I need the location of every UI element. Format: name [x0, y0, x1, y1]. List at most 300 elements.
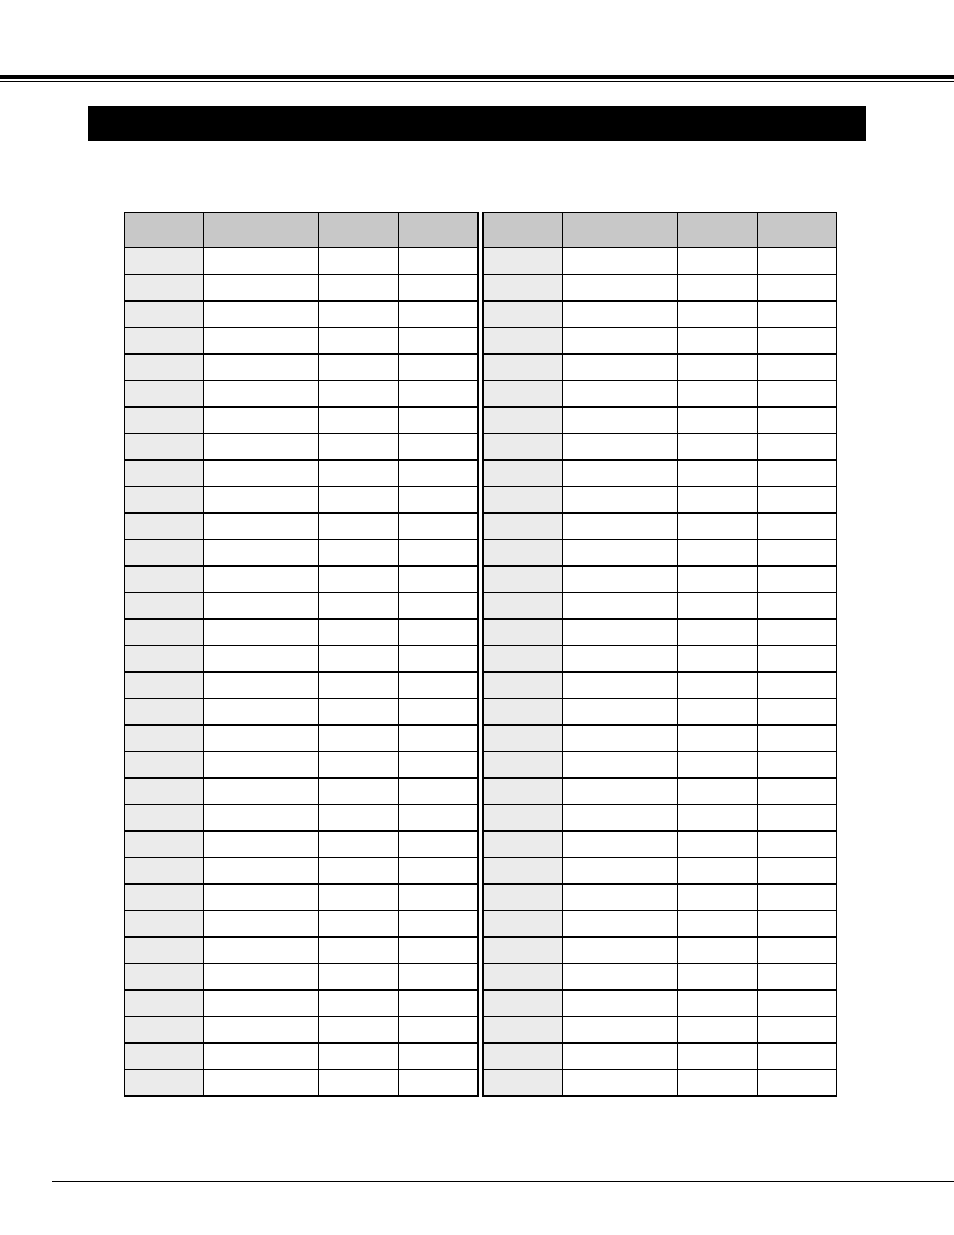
table-cell-name: [562, 460, 677, 487]
table-cell-name: [204, 566, 319, 593]
table-cell-val-b: [399, 910, 478, 937]
table-cell-val-a: [677, 751, 757, 778]
table-cell-name: [562, 1069, 677, 1096]
table-row: [125, 831, 478, 858]
table-cell-name: [562, 778, 677, 805]
table-cell-name: [204, 301, 319, 328]
table-cell-val-b: [757, 539, 836, 566]
table-cell-no: [483, 884, 562, 911]
table-cell-val-b: [399, 619, 478, 646]
table-row: [125, 804, 478, 831]
table-cell-val-a: [319, 778, 399, 805]
table-cell-val-a: [319, 831, 399, 858]
table-cell-no: [125, 380, 204, 407]
table-cell-no: [483, 539, 562, 566]
table-cell-name: [562, 513, 677, 540]
table-cell-no: [483, 857, 562, 884]
table-cell-no: [125, 592, 204, 619]
table-cell-val-a: [319, 301, 399, 328]
table-cell-val-b: [399, 884, 478, 911]
table-cell-val-a: [677, 248, 757, 275]
table-row: [483, 672, 836, 699]
table-cell-val-a: [677, 380, 757, 407]
table-cell-no: [483, 910, 562, 937]
header-rule-thin: [0, 81, 954, 82]
table-cell-val-b: [399, 725, 478, 752]
table-cell-name: [204, 1069, 319, 1096]
table-cell-no: [125, 327, 204, 354]
table-cell-val-a: [677, 433, 757, 460]
table-cell-val-b: [399, 1043, 478, 1070]
table-row: [483, 963, 836, 990]
column-header-val-b: [399, 213, 478, 248]
table-row: [483, 380, 836, 407]
table-cell-val-a: [319, 645, 399, 672]
table-cell-val-a: [677, 910, 757, 937]
table-cell-name: [562, 274, 677, 301]
table-row: [125, 274, 478, 301]
table-cell-val-a: [677, 963, 757, 990]
table-cell-val-a: [677, 327, 757, 354]
table-cell-val-b: [399, 513, 478, 540]
table-cell-name: [562, 566, 677, 593]
table-cell-val-b: [757, 804, 836, 831]
table-cell-val-a: [677, 937, 757, 964]
table-cell-name: [562, 698, 677, 725]
table-cell-val-a: [677, 645, 757, 672]
table-cell-val-b: [399, 751, 478, 778]
table-cell-val-a: [319, 884, 399, 911]
table-cell-val-b: [757, 672, 836, 699]
table-cell-val-a: [319, 1043, 399, 1070]
table-cell-no: [483, 301, 562, 328]
table-cell-val-b: [399, 778, 478, 805]
table-cell-val-a: [677, 672, 757, 699]
table-cell-val-b: [399, 354, 478, 381]
table-row: [483, 248, 836, 275]
table-cell-val-b: [399, 301, 478, 328]
table-cell-name: [562, 751, 677, 778]
table-cell-no: [125, 937, 204, 964]
table-cell-name: [204, 592, 319, 619]
table-cell-val-b: [399, 1016, 478, 1043]
table-cell-no: [483, 1069, 562, 1096]
table-cell-val-a: [319, 380, 399, 407]
table-cell-name: [562, 672, 677, 699]
table-cell-no: [125, 804, 204, 831]
table-cell-name: [562, 407, 677, 434]
table-cell-no: [125, 407, 204, 434]
table-cell-name: [562, 1016, 677, 1043]
table-cell-val-b: [757, 1069, 836, 1096]
table-cell-no: [125, 1016, 204, 1043]
table-cell-val-a: [319, 963, 399, 990]
table-cell-name: [204, 725, 319, 752]
table-cell-name: [562, 301, 677, 328]
table-cell-val-a: [677, 566, 757, 593]
table-cell-no: [483, 566, 562, 593]
memory-table-left: [124, 212, 479, 1097]
table-row: [125, 963, 478, 990]
table-cell-name: [204, 433, 319, 460]
table-row: [125, 1043, 478, 1070]
table-row: [483, 857, 836, 884]
table-cell-val-b: [757, 486, 836, 513]
table-cell-val-b: [399, 963, 478, 990]
table-cell-val-a: [677, 354, 757, 381]
table-row: [125, 937, 478, 964]
table-cell-no: [125, 857, 204, 884]
table-cell-no: [125, 645, 204, 672]
table-cell-name: [204, 990, 319, 1017]
table-cell-name: [204, 910, 319, 937]
table-row: [125, 460, 478, 487]
table-cell-val-a: [677, 778, 757, 805]
table-cell-name: [562, 725, 677, 752]
table-row: [125, 857, 478, 884]
table-cell-val-a: [677, 1043, 757, 1070]
table-cell-no: [483, 698, 562, 725]
table-cell-val-a: [677, 274, 757, 301]
table-cell-val-b: [399, 327, 478, 354]
table-cell-no: [483, 433, 562, 460]
table-cell-val-a: [319, 460, 399, 487]
table-row: [483, 301, 836, 328]
table-cell-val-b: [757, 566, 836, 593]
table-cell-val-b: [757, 248, 836, 275]
table-row: [125, 592, 478, 619]
table-cell-name: [204, 248, 319, 275]
table-row: [483, 433, 836, 460]
column-header-no: [483, 213, 562, 248]
table-cell-name: [562, 804, 677, 831]
table-cell-name: [204, 698, 319, 725]
table-cell-val-b: [757, 751, 836, 778]
table-row: [483, 1016, 836, 1043]
table-cell-val-a: [677, 460, 757, 487]
table-cell-val-b: [399, 380, 478, 407]
table-cell-val-b: [399, 645, 478, 672]
table-cell-val-b: [399, 274, 478, 301]
table-row: [483, 274, 836, 301]
section-title-bar: [88, 106, 866, 141]
table-cell-val-a: [677, 486, 757, 513]
table-cell-val-b: [399, 672, 478, 699]
table-cell-val-b: [757, 513, 836, 540]
table-cell-val-a: [319, 274, 399, 301]
column-header-val-a: [319, 213, 399, 248]
table-cell-no: [483, 460, 562, 487]
table-cell-no: [125, 566, 204, 593]
table-row: [483, 486, 836, 513]
table-cell-no: [483, 672, 562, 699]
table-cell-name: [562, 327, 677, 354]
table-row: [483, 804, 836, 831]
table-cell-no: [483, 274, 562, 301]
table-cell-val-b: [399, 407, 478, 434]
table-row: [483, 354, 836, 381]
header-rule-thick: [0, 75, 954, 79]
table-cell-no: [483, 645, 562, 672]
table-cell-val-b: [399, 486, 478, 513]
table-cell-name: [562, 1043, 677, 1070]
table-cell-no: [483, 778, 562, 805]
table-cell-name: [562, 857, 677, 884]
table-cell-no: [483, 725, 562, 752]
table-cell-name: [562, 486, 677, 513]
table-cell-val-b: [757, 619, 836, 646]
table-cell-name: [204, 1043, 319, 1070]
table-row: [125, 1069, 478, 1096]
table-cell-val-a: [677, 725, 757, 752]
table-row: [483, 327, 836, 354]
table-row: [483, 539, 836, 566]
table-cell-val-a: [319, 433, 399, 460]
table-cell-val-b: [757, 831, 836, 858]
table-cell-no: [125, 301, 204, 328]
table-row: [125, 327, 478, 354]
table-cell-val-b: [757, 354, 836, 381]
table-row: [483, 407, 836, 434]
table-cell-name: [204, 407, 319, 434]
table-cell-name: [204, 804, 319, 831]
table-cell-no: [125, 539, 204, 566]
table-cell-name: [204, 513, 319, 540]
table-cell-no: [483, 486, 562, 513]
table-cell-no: [125, 831, 204, 858]
table-cell-val-a: [319, 1069, 399, 1096]
table-cell-name: [562, 539, 677, 566]
table-cell-val-a: [319, 857, 399, 884]
table-row: [483, 751, 836, 778]
table-cell-val-b: [399, 433, 478, 460]
table-cell-name: [204, 619, 319, 646]
footer-rule: [52, 1181, 954, 1182]
table-row: [483, 513, 836, 540]
table-cell-val-b: [757, 698, 836, 725]
table-row: [483, 566, 836, 593]
table-cell-val-b: [757, 433, 836, 460]
table-row: [125, 486, 478, 513]
table-cell-val-b: [757, 778, 836, 805]
table-cell-val-b: [757, 990, 836, 1017]
table-cell-no: [483, 248, 562, 275]
table-cell-val-a: [677, 1069, 757, 1096]
column-header-name: [562, 213, 677, 248]
table-cell-no: [483, 327, 562, 354]
table-cell-name: [204, 937, 319, 964]
table-row: [483, 1043, 836, 1070]
table-cell-val-b: [399, 460, 478, 487]
table-row: [483, 725, 836, 752]
table-cell-no: [483, 990, 562, 1017]
table-header-row: [125, 213, 478, 248]
table-cell-val-b: [399, 698, 478, 725]
table-cell-name: [562, 354, 677, 381]
table-cell-name: [204, 380, 319, 407]
table-row: [125, 1016, 478, 1043]
table-row: [125, 645, 478, 672]
table-cell-val-a: [677, 539, 757, 566]
table-cell-val-a: [677, 857, 757, 884]
table-row: [483, 990, 836, 1017]
table-cell-val-a: [319, 566, 399, 593]
table-cell-val-a: [319, 751, 399, 778]
table-cell-val-a: [677, 592, 757, 619]
table-cell-name: [562, 433, 677, 460]
table-cell-val-b: [399, 1069, 478, 1096]
table-cell-no: [483, 937, 562, 964]
table-row: [125, 751, 478, 778]
table-row: [125, 354, 478, 381]
table-cell-no: [483, 407, 562, 434]
table-cell-val-a: [319, 990, 399, 1017]
table-cell-val-a: [319, 513, 399, 540]
table-cell-name: [562, 619, 677, 646]
table-cell-name: [562, 990, 677, 1017]
table-cell-name: [562, 380, 677, 407]
table-row: [483, 910, 836, 937]
table-cell-val-a: [677, 1016, 757, 1043]
table-cell-val-b: [399, 990, 478, 1017]
table-cell-val-b: [757, 274, 836, 301]
table-cell-val-a: [677, 831, 757, 858]
table-row: [125, 990, 478, 1017]
table-row: [483, 592, 836, 619]
table-cell-val-a: [319, 327, 399, 354]
column-header-name: [204, 213, 319, 248]
table-row: [483, 1069, 836, 1096]
memory-table-right: [482, 212, 837, 1097]
table-cell-name: [562, 937, 677, 964]
table-row: [125, 672, 478, 699]
table-cell-val-b: [757, 327, 836, 354]
table-cell-val-a: [677, 698, 757, 725]
table-cell-val-b: [757, 857, 836, 884]
table-row: [125, 698, 478, 725]
table-cell-val-b: [757, 592, 836, 619]
table-cell-no: [125, 513, 204, 540]
table-cell-no: [125, 460, 204, 487]
table-cell-val-b: [757, 725, 836, 752]
table-cell-name: [204, 460, 319, 487]
table-cell-no: [125, 963, 204, 990]
table-cell-val-a: [677, 407, 757, 434]
table-cell-val-b: [757, 963, 836, 990]
table-cell-name: [204, 751, 319, 778]
table-cell-val-b: [399, 248, 478, 275]
table-cell-name: [204, 274, 319, 301]
table-cell-no: [483, 963, 562, 990]
table-row: [483, 831, 836, 858]
table-cell-name: [562, 592, 677, 619]
table-cell-no: [483, 831, 562, 858]
table-row: [125, 380, 478, 407]
table-cell-val-a: [677, 804, 757, 831]
table-cell-name: [204, 539, 319, 566]
table-cell-val-a: [677, 884, 757, 911]
table-cell-name: [204, 327, 319, 354]
table-row: [125, 910, 478, 937]
table-row: [125, 884, 478, 911]
table-cell-val-b: [399, 831, 478, 858]
table-cell-name: [204, 645, 319, 672]
table-cell-no: [125, 672, 204, 699]
table-cell-no: [125, 486, 204, 513]
table-cell-no: [483, 592, 562, 619]
table-cell-val-a: [319, 672, 399, 699]
table-cell-val-b: [757, 1043, 836, 1070]
table-row: [125, 539, 478, 566]
table-cell-val-b: [399, 592, 478, 619]
table-cell-val-b: [757, 380, 836, 407]
table-cell-no: [125, 248, 204, 275]
table-cell-val-a: [319, 725, 399, 752]
table-cell-name: [204, 778, 319, 805]
table-cell-val-a: [319, 248, 399, 275]
table-cell-val-a: [319, 407, 399, 434]
table-cell-val-b: [399, 804, 478, 831]
table-cell-name: [562, 248, 677, 275]
column-header-val-a: [677, 213, 757, 248]
column-header-no: [125, 213, 204, 248]
table-row: [125, 566, 478, 593]
table-cell-no: [125, 1069, 204, 1096]
table-cell-no: [483, 380, 562, 407]
table-cell-val-a: [319, 619, 399, 646]
table-cell-val-a: [319, 937, 399, 964]
table-cell-name: [562, 884, 677, 911]
table-row: [483, 884, 836, 911]
table-row: [483, 619, 836, 646]
table-cell-val-b: [757, 407, 836, 434]
table-cell-val-a: [319, 1016, 399, 1043]
table-cell-name: [204, 857, 319, 884]
table-cell-name: [204, 486, 319, 513]
table-cell-no: [125, 751, 204, 778]
table-cell-name: [204, 1016, 319, 1043]
table-cell-no: [125, 990, 204, 1017]
table-cell-no: [125, 433, 204, 460]
table-cell-no: [125, 698, 204, 725]
table-row: [125, 407, 478, 434]
table-header-row: [483, 213, 836, 248]
table-cell-no: [125, 274, 204, 301]
table-cell-name: [562, 963, 677, 990]
table-cell-no: [125, 884, 204, 911]
table-cell-val-a: [677, 619, 757, 646]
table-cell-no: [125, 910, 204, 937]
table-cell-val-a: [319, 486, 399, 513]
table-row: [483, 937, 836, 964]
table-row: [483, 698, 836, 725]
table-cell-name: [562, 645, 677, 672]
table-cell-val-b: [757, 884, 836, 911]
table-cell-name: [204, 831, 319, 858]
table-cell-val-b: [399, 539, 478, 566]
table-cell-val-b: [757, 301, 836, 328]
table-row: [125, 433, 478, 460]
table-row: [125, 513, 478, 540]
table-cell-val-a: [319, 592, 399, 619]
table-cell-name: [562, 910, 677, 937]
table-cell-name: [204, 884, 319, 911]
table-cell-no: [125, 1043, 204, 1070]
table-cell-name: [204, 354, 319, 381]
table-cell-val-a: [319, 539, 399, 566]
table-cell-val-b: [757, 937, 836, 964]
table-cell-name: [562, 831, 677, 858]
